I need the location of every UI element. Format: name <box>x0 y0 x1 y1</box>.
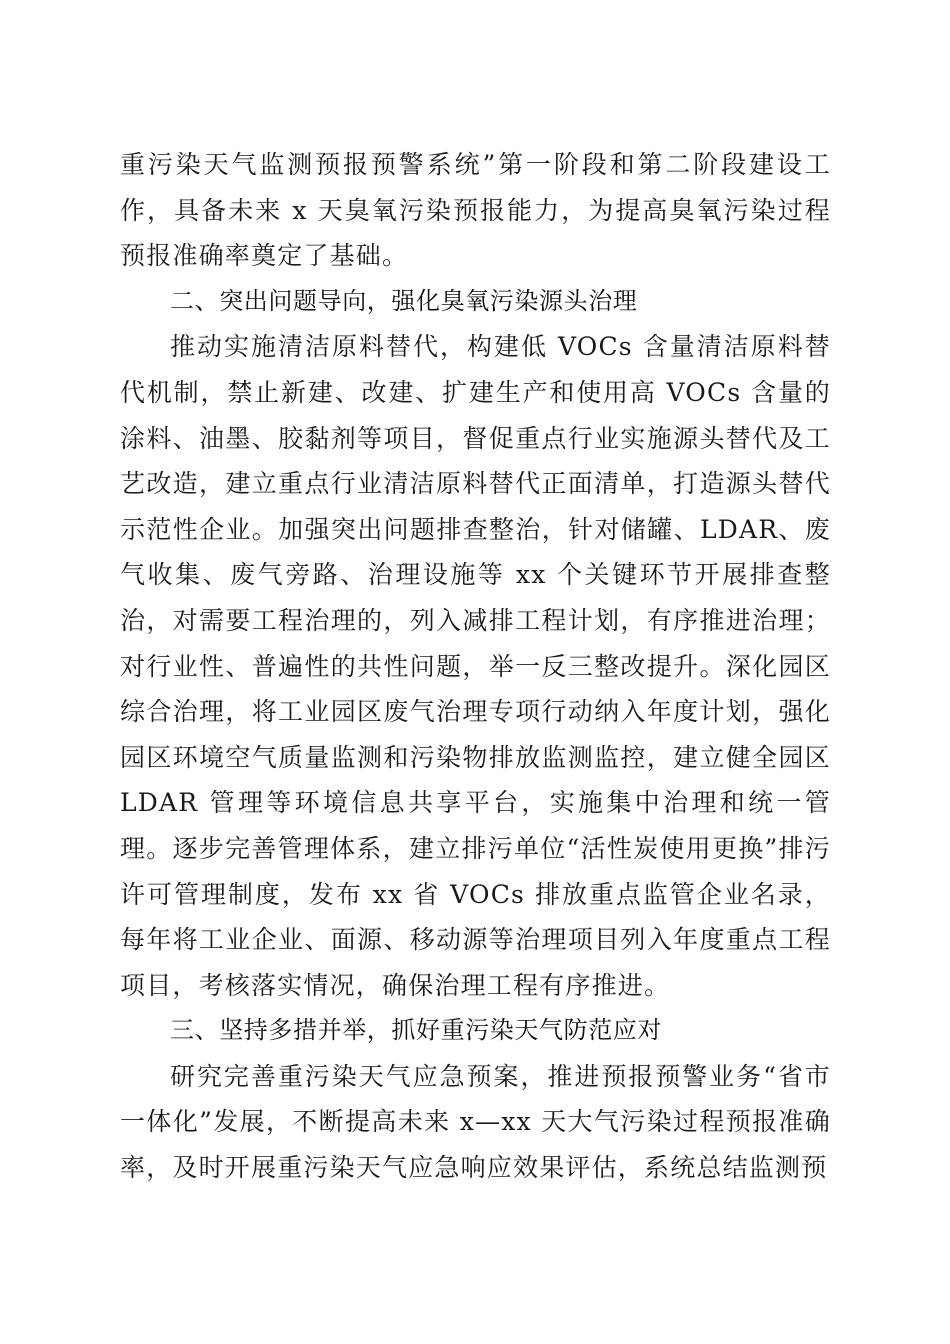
paragraph-continuation: 重污染天气监测预报预警系统”第一阶段和第二阶段建设工作，具备未来 x 天臭氧污染预报能力，为提高臭氧污染过程预报准确率奠定了基础。 <box>120 150 831 271</box>
paragraph-emergency-response: 研究完善重污染天气应急预案，推进预报预警业务“省市一体化”发展，不断提高未来 x—xx 天大气污染过程预报准确率，及时开展重污染天气应急响应效果评估，系统总结监测预 <box>120 1061 831 1183</box>
paragraph-source-control: 推动实施清洁原料替代，构建低 VOCs 含量清洁原料替代机制，禁止新建、改建、扩建生产和使用高 VOCs 含量的涂料、油墨、胶黏剂等项目，督促重点行业实施源头替代及工艺改造，建立重点行业清洁原料替代正面清单，打造源头替代示范性企业。加强突出问题排查整治，针对储罐、LDAR、废气收集、废气旁路、治理设施等 xx 个关键环节开展排查整治，对需要工程治理的，列入减排工程计划，有序推进治理；对行业性、普遍性的共性问题，举一反三整改提升。深化园区综合治理，将工业园区废气治理专项行动纳入年度计划，强化园区环境空气质量监测和污染物排放监测监控，建立健全园区 LDAR 管理等环境信息共享平台，实施集中治理和统一管理。逐步完善管理体系，建立排污单位“活性炭使用更换”排污许可管理制度，发布 xx 省 VOCs 排放重点监管企业名录，每年将工业企业、面源、移动源等治理项目列入年度重点工程项目，考核落实情况，确保治理工程有序推进。 <box>120 332 831 1000</box>
section-heading-2: 二、突出问题导向，强化臭氧污染源头治理 <box>170 286 638 315</box>
section-heading-3: 三、坚持多措并举，抓好重污染天气防范应对 <box>170 1016 662 1045</box>
document-body <box>120 142 831 1191</box>
